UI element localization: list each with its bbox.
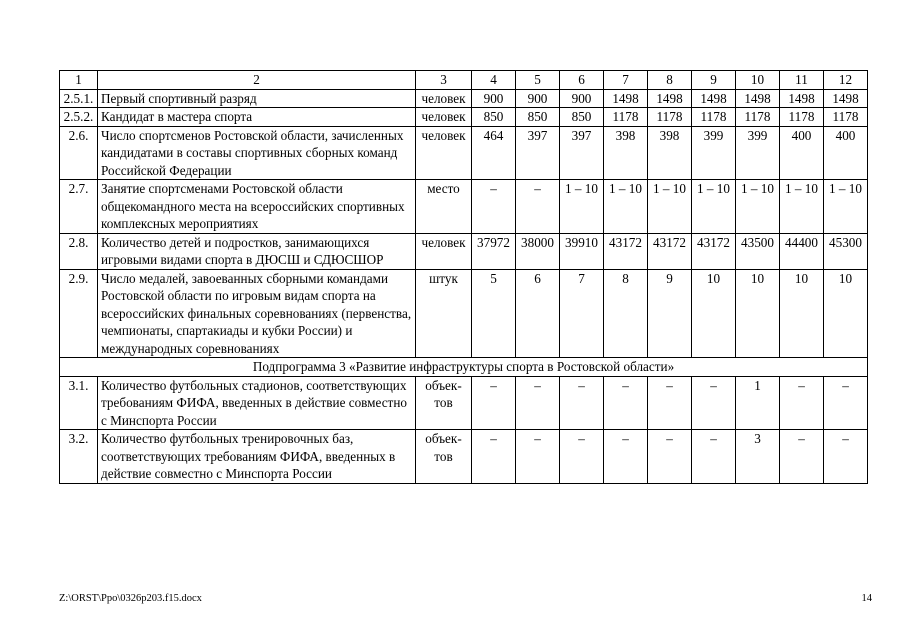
value-cell: 397	[516, 126, 560, 180]
row-unit: человек	[416, 233, 472, 269]
value-cell: 1498	[780, 89, 824, 108]
table-row	[60, 89, 868, 108]
value-cell: 850	[560, 108, 604, 127]
header-cell: 11	[780, 71, 824, 90]
value-cell: 5	[472, 269, 516, 358]
value-cell: –	[516, 376, 560, 430]
value-cell: 43500	[736, 233, 780, 269]
row-description: Количество детей и подростков, занимающихся игровыми видами спорта в ДЮСШ и СДЮСШОР	[98, 233, 416, 269]
value-cell: 10	[824, 269, 868, 358]
value-cell: 43172	[692, 233, 736, 269]
value-cell: 1 – 10	[560, 180, 604, 234]
value-cell: 398	[648, 126, 692, 180]
value-cell: –	[472, 430, 516, 484]
value-cell: –	[604, 376, 648, 430]
value-cell: –	[692, 430, 736, 484]
value-cell: 1178	[736, 108, 780, 127]
value-cell: –	[516, 180, 560, 234]
row-number: 3.2.	[60, 430, 98, 484]
table-row	[60, 126, 868, 180]
value-cell: 3	[736, 430, 780, 484]
section-title: Подпрограмма 3 «Развитие инфраструктуры спорта в Ростовской области»	[60, 358, 868, 377]
value-cell: 1498	[648, 89, 692, 108]
value-cell: –	[604, 430, 648, 484]
indicators-table	[59, 70, 868, 484]
document-page	[59, 70, 868, 484]
value-cell: 400	[780, 126, 824, 180]
table-row	[60, 180, 868, 234]
value-cell: 1178	[692, 108, 736, 127]
value-cell: 399	[736, 126, 780, 180]
table-row	[60, 376, 868, 430]
row-unit: объек-тов	[416, 430, 472, 484]
header-cell: 9	[692, 71, 736, 90]
header-cell: 1	[60, 71, 98, 90]
value-cell: 43172	[648, 233, 692, 269]
value-cell: –	[648, 430, 692, 484]
value-cell: 9	[648, 269, 692, 358]
value-cell: 1498	[736, 89, 780, 108]
row-number: 2.5.2.	[60, 108, 98, 127]
table-row	[60, 430, 868, 484]
table-body	[60, 71, 868, 484]
value-cell: 1 – 10	[780, 180, 824, 234]
value-cell: 6	[516, 269, 560, 358]
value-cell: –	[692, 376, 736, 430]
value-cell: –	[780, 376, 824, 430]
row-number: 2.6.	[60, 126, 98, 180]
value-cell: –	[472, 180, 516, 234]
value-cell: 1498	[692, 89, 736, 108]
value-cell: 398	[604, 126, 648, 180]
row-unit: человек	[416, 89, 472, 108]
value-cell: 45300	[824, 233, 868, 269]
value-cell: 44400	[780, 233, 824, 269]
value-cell: –	[780, 430, 824, 484]
value-cell: 39910	[560, 233, 604, 269]
row-number: 2.5.1.	[60, 89, 98, 108]
value-cell: 850	[516, 108, 560, 127]
value-cell: 10	[780, 269, 824, 358]
table-row	[60, 269, 868, 358]
table-row	[60, 108, 868, 127]
value-cell: 1 – 10	[604, 180, 648, 234]
value-cell: 1178	[824, 108, 868, 127]
row-description: Количество футбольных тренировочных баз, соответствующих требованиям ФИФА, введенных в действие совместно с Минспорта России	[98, 430, 416, 484]
row-unit: объек-тов	[416, 376, 472, 430]
header-cell: 8	[648, 71, 692, 90]
value-cell: 397	[560, 126, 604, 180]
header-cell: 2	[98, 71, 416, 90]
row-description: Кандидат в мастера спорта	[98, 108, 416, 127]
header-cell: 10	[736, 71, 780, 90]
row-description: Занятие спортсменами Ростовской области общекомандного места на всероссийских спортивных комплексных мероприятиях	[98, 180, 416, 234]
value-cell: 1178	[604, 108, 648, 127]
row-description: Число спортсменов Ростовской области, зачисленных кандидатами в составы спортивных сборных команд Российской Федерации	[98, 126, 416, 180]
value-cell: 1498	[824, 89, 868, 108]
value-cell: 1 – 10	[824, 180, 868, 234]
value-cell: 38000	[516, 233, 560, 269]
value-cell: 1498	[604, 89, 648, 108]
row-unit: штук	[416, 269, 472, 358]
header-cell: 12	[824, 71, 868, 90]
value-cell: 1 – 10	[648, 180, 692, 234]
table-row	[60, 233, 868, 269]
value-cell: 1 – 10	[736, 180, 780, 234]
row-description: Первый спортивный разряд	[98, 89, 416, 108]
row-unit: место	[416, 180, 472, 234]
page-number: 14	[861, 593, 872, 604]
value-cell: –	[648, 376, 692, 430]
row-description: Количество футбольных стадионов, соответствующих требованиям ФИФА, введенных в действие совместно с Минспорта России	[98, 376, 416, 430]
value-cell: –	[560, 376, 604, 430]
value-cell: 400	[824, 126, 868, 180]
row-unit: человек	[416, 126, 472, 180]
value-cell: 10	[692, 269, 736, 358]
value-cell: 7	[560, 269, 604, 358]
value-cell: 37972	[472, 233, 516, 269]
header-cell: 7	[604, 71, 648, 90]
value-cell: –	[824, 430, 868, 484]
file-path: Z:\ORST\Ppo\0326p203.f15.docx	[59, 593, 202, 604]
value-cell: –	[824, 376, 868, 430]
value-cell: –	[560, 430, 604, 484]
value-cell: 8	[604, 269, 648, 358]
value-cell: –	[516, 430, 560, 484]
value-cell: 1178	[648, 108, 692, 127]
header-cell: 5	[516, 71, 560, 90]
value-cell: –	[472, 376, 516, 430]
row-description: Число медалей, завоеванных сборными командами Ростовской области по игровым видам спорта на всероссийских финальных соревнованиях (первенства, чемпионаты, спартакиады и кубки России) и международных соревнованиях	[98, 269, 416, 358]
value-cell: 850	[472, 108, 516, 127]
row-unit: человек	[416, 108, 472, 127]
section-row	[60, 358, 868, 377]
value-cell: 43172	[604, 233, 648, 269]
value-cell: 10	[736, 269, 780, 358]
value-cell: 1 – 10	[692, 180, 736, 234]
value-cell: 399	[692, 126, 736, 180]
header-row	[60, 71, 868, 90]
value-cell: 464	[472, 126, 516, 180]
header-cell: 4	[472, 71, 516, 90]
value-cell: 1	[736, 376, 780, 430]
value-cell: 900	[560, 89, 604, 108]
row-number: 2.9.	[60, 269, 98, 358]
row-number: 3.1.	[60, 376, 98, 430]
value-cell: 900	[516, 89, 560, 108]
value-cell: 1178	[780, 108, 824, 127]
row-number: 2.8.	[60, 233, 98, 269]
header-cell: 3	[416, 71, 472, 90]
value-cell: 900	[472, 89, 516, 108]
header-cell: 6	[560, 71, 604, 90]
row-number: 2.7.	[60, 180, 98, 234]
